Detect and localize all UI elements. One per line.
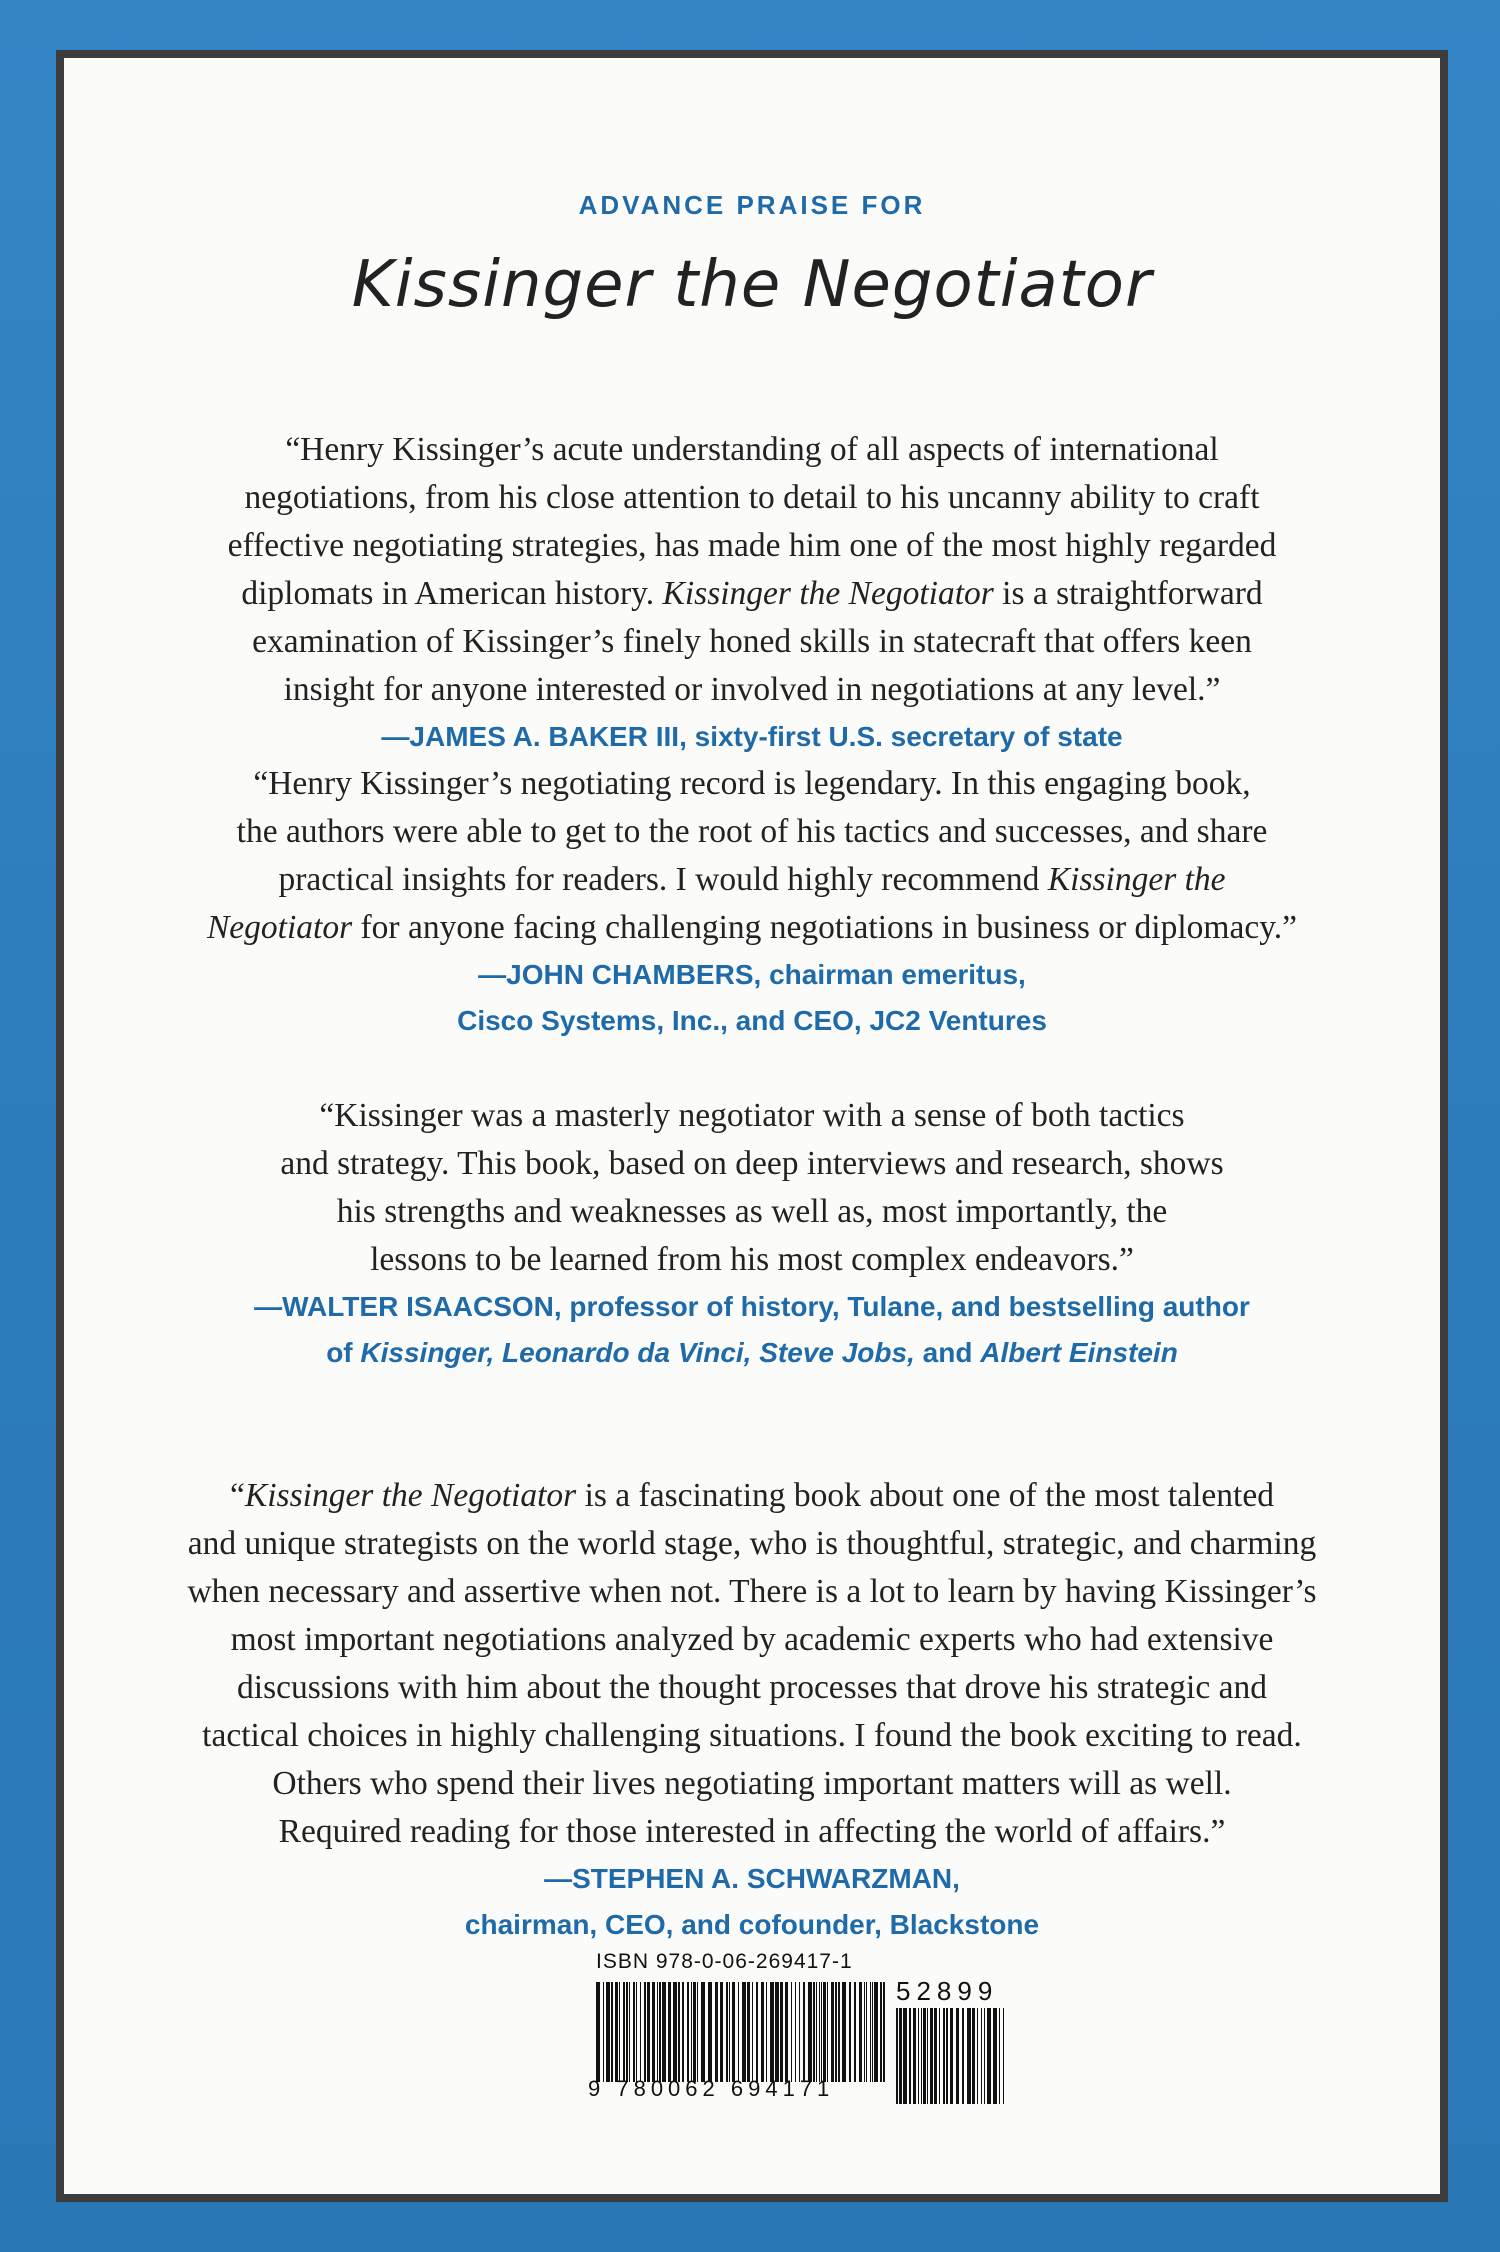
barcode-bar	[659, 1982, 661, 2082]
barcode-bar	[752, 1982, 753, 2082]
barcode-bar	[738, 1982, 739, 2082]
barcode-bar	[993, 2008, 997, 2104]
quote-line: and strategy. This book, based on deep interviews and research, shows	[280, 1145, 1224, 1182]
quote-schwarzman	[64, 1472, 1440, 1948]
quote-attribution: —JAMES A. BAKER III, sixty-first U.S. secretary of state	[381, 721, 1123, 752]
barcode-bar	[987, 2008, 991, 2104]
barcode-bar	[950, 2008, 953, 2104]
barcode-bar	[921, 2008, 922, 2104]
quote-attribution: —JOHN CHAMBERS, chairman emeritus,	[478, 959, 1026, 990]
quote-attribution: Cisco Systems, Inc., and CEO, JC2 Ventures	[457, 1005, 1047, 1036]
quote-line: examination of Kissinger’s finely honed skills in statecraft that offers keen	[252, 623, 1252, 660]
quote-line: insight for anyone interested or involved in negotiations at any level.”	[283, 671, 1221, 708]
barcode-bar	[981, 2008, 982, 2104]
attribution-book-titles: Kissinger, Leonardo da Vinci, Steve Jobs,	[360, 1337, 915, 1368]
barcode-bar	[849, 1982, 851, 2082]
barcode-bar	[859, 1982, 862, 2082]
quote-line: his strengths and weaknesses as well as, most importantly, the	[336, 1193, 1168, 1230]
barcode-bar	[813, 1982, 815, 2082]
barcode-bar	[883, 1982, 885, 2082]
barcode-bar	[821, 1982, 822, 2082]
barcode-bar	[799, 1982, 800, 2082]
barcode-bar	[934, 2008, 937, 2104]
barcode-bar	[827, 1982, 828, 2082]
barcode-bar	[972, 2008, 975, 2104]
barcode-bar	[899, 2008, 902, 2104]
barcode-bar	[761, 1982, 764, 2082]
barcode-digits: 9 780062 694171	[588, 2076, 835, 2101]
barcode-bar	[854, 1982, 856, 2082]
quote-line	[64, 904, 1440, 952]
barcode-bar	[999, 2008, 1000, 2104]
barcode-bar	[726, 1982, 728, 2082]
quote-line: “Henry Kissinger’s negotiating record is legendary. In this engaging book,	[253, 765, 1251, 802]
barcode-bar	[629, 1982, 630, 2082]
quote-text: for anyone facing challenging negotiations in business or diplomacy.”	[352, 909, 1298, 946]
quote-line	[64, 1472, 1440, 1520]
barcode-bar	[864, 1982, 865, 2082]
barcode-bar	[831, 1982, 834, 2082]
barcode-bar	[872, 1982, 873, 2082]
barcode-bar	[870, 1982, 871, 2082]
barcode-bar	[962, 2008, 964, 2104]
price-barcode-bars	[896, 2008, 1006, 2104]
barcode-bar	[943, 2008, 945, 2104]
quote-attribution: chairman, CEO, and cofounder, Blackstone	[464, 1909, 1040, 1940]
quote-title-ref: Kissinger the Negotiator	[662, 575, 994, 612]
barcode-bar	[693, 1982, 696, 2082]
barcode-bar	[742, 1982, 746, 2082]
barcode-bar	[918, 2008, 919, 2104]
barcode-bar	[903, 2008, 907, 2104]
barcode-bar	[687, 1982, 689, 2082]
price-code: 52899	[896, 1976, 999, 2006]
quote-title-ref: Kissinger the Negotiator	[244, 1477, 577, 1514]
barcode-bar	[835, 1982, 837, 2082]
quote-line: “Kissinger was a masterly negotiator with a sense of both tactics	[319, 1097, 1185, 1134]
barcode-bar	[866, 1982, 867, 2082]
barcode-bar	[823, 1982, 826, 2082]
barcode-bar	[927, 2008, 928, 2104]
quote-line: the authors were able to get to the root of his tactics and successes, and share	[236, 813, 1268, 850]
barcode-bar	[691, 1982, 692, 2082]
quote-text: is a fascinating book about one of the most talented	[576, 1477, 1274, 1514]
barcode-bar	[747, 1982, 750, 2082]
barcode-bar	[880, 1982, 882, 2082]
barcode-bar	[956, 2008, 959, 2104]
isbn-barcode	[528, 1950, 999, 2180]
barcode-bar	[909, 2008, 911, 2104]
quote-line: and unique strategists on the world stage, who is thoughtful, strategic, and charming	[187, 1525, 1317, 1562]
barcode-bar	[606, 1982, 610, 2082]
quote-isaacson	[64, 1092, 1440, 1376]
quote-attribution: —STEPHEN A. SCHWARZMAN,	[544, 1863, 960, 1894]
barcode-bar	[984, 2008, 985, 2104]
quote-line: “Henry Kissinger’s acute understanding of all aspects of international	[285, 431, 1219, 468]
quote-text: “	[230, 1477, 245, 1514]
barcode-bar	[619, 1982, 620, 2082]
quote-baker	[64, 426, 1440, 760]
quote-text: is a straightforward	[993, 575, 1263, 612]
quote-line: tactical choices in highly challenging situations. I found the book exciting to read.	[202, 1717, 1302, 1754]
quote-line: discussions with him about the thought processes that drove his strategic and	[237, 1669, 1267, 1706]
barcode-bar	[803, 1982, 805, 2082]
barcode-bar	[657, 1982, 658, 2082]
quote-line: lessons to be learned from his most complex endeavors.”	[370, 1241, 1134, 1278]
barcode-bar	[668, 1982, 671, 2082]
quote-line: effective negotiating strategies, has made him one of the most highly regarded	[227, 527, 1277, 564]
barcode-bar	[819, 1982, 820, 2082]
barcode-bar	[615, 1982, 618, 2082]
barcode-bar	[636, 1982, 637, 2082]
barcode-bar	[611, 1982, 613, 2082]
barcode-bar	[1003, 2008, 1004, 2104]
barcode-bar	[729, 1982, 730, 2082]
barcode-bar	[838, 1982, 840, 2082]
barcode-bar	[626, 1982, 628, 2082]
barcode-bar	[791, 1982, 792, 2082]
quote-line: most important negotiations analyzed by academic experts who had extensive	[230, 1621, 1274, 1658]
barcode-bar	[977, 2008, 978, 2104]
barcode-bar	[596, 1982, 600, 2082]
barcode-bar	[923, 2008, 926, 2104]
barcode-bar	[780, 1982, 783, 2082]
quote-title-ref: Kissinger the	[1047, 861, 1226, 898]
attribution-text: of	[326, 1337, 361, 1368]
barcode-bar	[874, 1982, 878, 2082]
barcode-bar	[795, 1982, 796, 2082]
quote-line	[64, 856, 1440, 904]
barcode-bar	[756, 1982, 758, 2082]
barcode-bar	[708, 1982, 712, 2082]
quote-attribution: —WALTER ISAACSON, professor of history, Tulane, and bestselling author	[254, 1291, 1250, 1322]
quote-text: practical insights for readers. I would highly recommend	[278, 861, 1048, 898]
barcode-bar	[720, 1982, 723, 2082]
barcode-bar	[652, 1982, 655, 2082]
barcode-bar	[808, 1982, 812, 2082]
quote-line	[64, 570, 1440, 618]
barcode-bar	[715, 1982, 718, 2082]
barcode-bar	[697, 1982, 698, 2082]
attribution-book-title: Albert Einstein	[980, 1337, 1178, 1368]
barcode-bar	[785, 1982, 788, 2082]
barcode-bars	[596, 1982, 886, 2082]
barcode-bar	[967, 2008, 971, 2104]
barcode-bar	[930, 2008, 933, 2104]
barcode-bar	[640, 1982, 641, 2082]
barcode-bar	[913, 2008, 916, 2104]
barcode-bar	[775, 1982, 779, 2082]
quote-attribution	[64, 1330, 1440, 1376]
barcode-bar	[946, 2008, 948, 2104]
attribution-text: and	[914, 1337, 981, 1368]
barcode-bar	[682, 1982, 684, 2082]
barcode-bar	[939, 2008, 940, 2104]
quote-chambers	[64, 760, 1440, 1044]
quote-line: Required reading for those interested in affecting the world of affairs.”	[278, 1813, 1226, 1850]
quote-text: diplomats in American history.	[241, 575, 663, 612]
barcode-bar	[701, 1982, 705, 2082]
barcode-bar	[770, 1982, 774, 2082]
book-title: Kissinger the Negotiator	[351, 248, 1153, 322]
barcode-bar	[732, 1982, 735, 2082]
quote-title-ref: Negotiator	[206, 909, 353, 946]
barcode-bar	[816, 1982, 817, 2082]
barcode-bar	[766, 1982, 767, 2082]
quote-line: Others who spend their lives negotiating important matters will as well.	[272, 1765, 1232, 1802]
praise-eyebrow: ADVANCE PRAISE FOR	[578, 190, 926, 220]
barcode-bar	[633, 1982, 635, 2082]
barcode-bar	[673, 1982, 677, 2082]
barcode-bar	[678, 1982, 680, 2082]
barcode-bar	[603, 1982, 604, 2082]
isbn-label: ISBN 978-0-06-269417-1	[596, 1950, 853, 1973]
barcode-bar	[842, 1982, 846, 2082]
barcode-bar	[644, 1982, 646, 2082]
quote-line: negotiations, from his close attention to detail to his uncanny ability to craft	[244, 479, 1260, 516]
quote-line: when necessary and assertive when not. There is a lot to learn by having Kissinger’s	[187, 1573, 1317, 1610]
barcode-bar	[662, 1982, 666, 2082]
barcode-bar	[647, 1982, 650, 2082]
barcode-bar	[623, 1982, 625, 2082]
barcode-bar	[896, 2008, 898, 2104]
